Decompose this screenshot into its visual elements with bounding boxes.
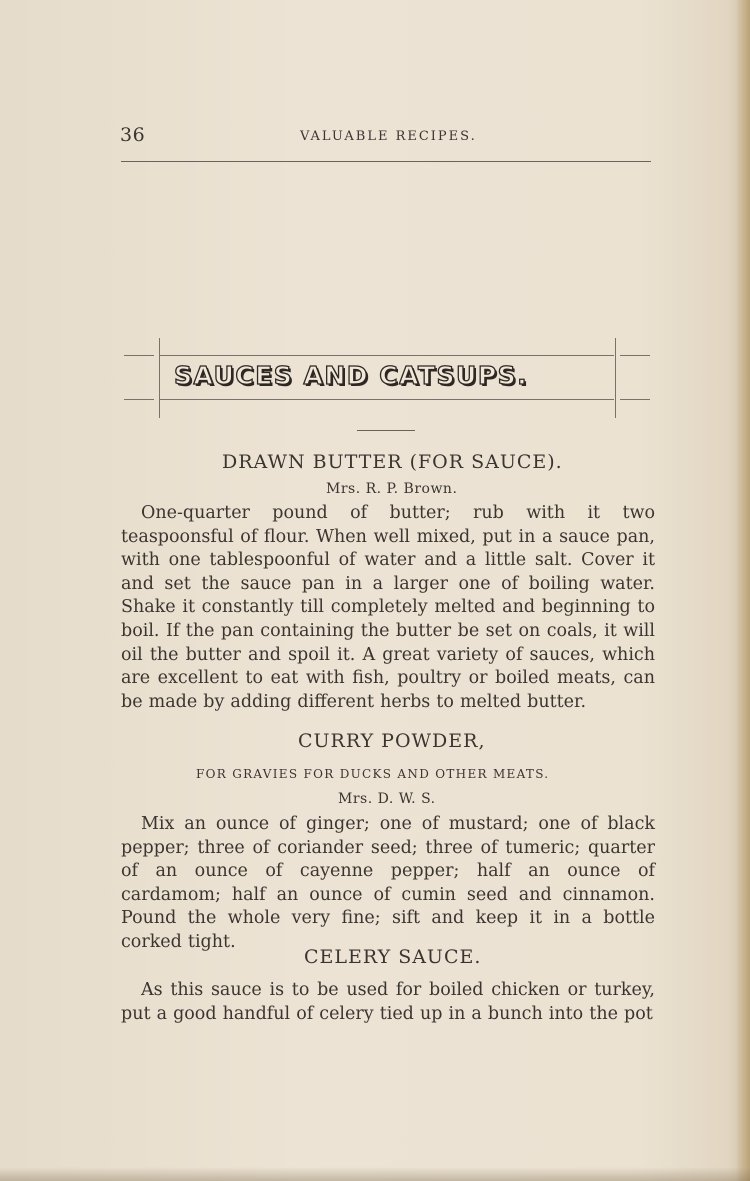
section-title: SAUCES AND CATSUPS.: [174, 361, 529, 390]
section-divider: [357, 430, 415, 431]
page-bottom-shadow: [0, 1167, 750, 1181]
recipe-text: Mix an ounce of ginger; one of mustard; one of black pepper; three of coriander seed; three of tumeric; quarter of an ounce of cayenne pepper; half an ounce of cardamom; half an ounce of cumin seed and cinnamon. Pound the whole very fine; sift and keep it in a bottle corked tight.: [121, 814, 655, 952]
header-rule: [121, 161, 651, 162]
page-edge: [736, 0, 750, 1181]
recipe-author: Mrs. D. W. S.: [338, 791, 436, 807]
recipe-title: DRAWN BUTTER (FOR SAUCE).: [222, 451, 563, 473]
recipe-text: As this sauce is to be used for boiled chicken or turkey, put a good handful of celery tied up in a bunch into the pot: [121, 980, 655, 1024]
running-head: VALUABLE RECIPES.: [300, 129, 477, 144]
page-number: 36: [120, 124, 146, 146]
recipe-title: CURRY POWDER,: [298, 730, 486, 752]
recipe-title: CELERY SAUCE.: [304, 946, 482, 968]
recipe-author: Mrs. R. P. Brown.: [326, 481, 458, 497]
recipe-text: One-quarter pound of butter; rub with it two teaspoonsful of flour. When well mixed, put in a sauce pan, with one tablespoonful of water and a little salt. Cover it and set the sauce pan in a larger one of boiling water. Shake it constantly till completely melted and beginning to boil. If the pan containing the butter be set on coals, it will oil the butter and spoil it. A great variety of sauces, which are excellent to eat with fish, poultry or boiled meats, can be made by adding different herbs to melted butter.: [121, 503, 655, 712]
recipe-subtitle: FOR GRAVIES FOR DUCKS AND OTHER MEATS.: [196, 767, 550, 781]
